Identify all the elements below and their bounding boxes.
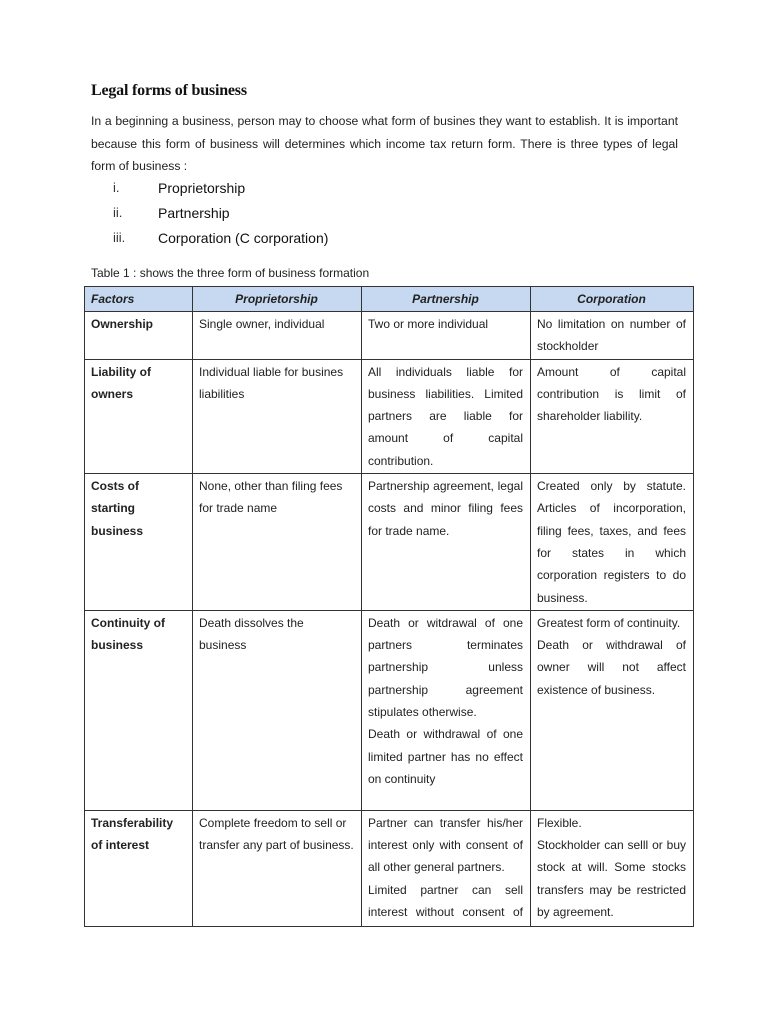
table-row [85,610,694,810]
cell-paragraph: Death or witdrawal of one partners terminates partnership unless partnership agreement stipulates otherwise. [368,615,523,720]
factor-cell: Transferability of interest [85,810,193,926]
factor-cell: Costs of starting business [85,474,193,611]
proprietorship-cell: Individual liable for busines liabilities [193,359,362,473]
table-row [85,312,694,360]
column-header-corporation: Corporation [531,287,694,312]
cell-paragraph: Stockholder can selll or buy stock at will. Some stocks transfers may be restricted by agreement. [537,838,686,920]
proprietorship-cell: None, other than filing fees for trade name [193,474,362,611]
column-header-factors: Factors [85,287,193,312]
intro-paragraph: In a beginning a business, person may to choose what form of busines they want to establish. It is important because this form of business will determines which income tax return form. There is three types of legal form of business : [91,114,678,173]
partnership-cell: All individuals liable for business liabilities. Limited partners are liable for amount of capital contribution. [362,359,531,473]
column-header-partnership: Partnership [362,287,531,312]
business-forms-list [91,178,651,253]
corporation-cell [531,810,694,926]
corporation-cell: Created only by statute. Articles of incorporation, filing fees, taxes, and fees for states in which corporation registers to do business. [531,474,694,611]
list-item-number: i. [113,180,120,195]
partnership-cell [362,610,531,810]
cell-paragraph: Flexible. [537,815,582,830]
document-title: Legal forms of business [91,82,247,99]
table-caption: Table 1 : shows the three form of business formation [91,266,370,280]
factor-cell: Continuity of business [85,610,193,810]
cell-paragraph: Greatest form of continuity. [537,615,681,630]
corporation-cell [531,610,694,810]
cell-paragraph: Death or withdrawal of owner will not affect existence of business. [537,638,686,697]
partnership-cell: Partnership agreement, legal costs and minor filing fees for trade name. [362,474,531,611]
table-row [85,810,694,926]
list-item-label: Proprietorship [158,180,246,196]
proprietorship-cell: Single owner, individual [193,312,362,360]
table-row [85,474,694,611]
list-item [91,203,651,228]
factor-cell: Liability of owners [85,359,193,473]
list-item-number: ii. [113,205,123,220]
cell-paragraph: Partner can transfer his/her interest only with consent of all other general partners. [368,815,523,875]
table-row [85,359,694,473]
corporation-cell: Amount of capital contribution is limit of shareholder liability. [531,359,694,473]
list-item-label: Partnership [158,205,230,221]
business-forms-table [84,286,694,927]
list-item-number: iii. [113,230,126,245]
list-item [91,228,651,253]
cell-paragraph: Limited partner can sell interest without consent of [368,882,523,920]
proprietorship-cell: Death dissolves the business [193,610,362,810]
list-item-label: Corporation (C corporation) [158,230,329,246]
partnership-cell [362,810,531,926]
partnership-cell: Two or more individual [362,312,531,360]
cell-paragraph: Death or withdrawal of one limited partner has no effect on continuity [368,727,523,786]
list-item [91,178,651,203]
factor-cell: Ownership [85,312,193,360]
proprietorship-cell: Complete freedom to sell or transfer any part of business. [193,810,362,926]
corporation-cell: No limitation on number of stockholder [531,312,694,360]
column-header-proprietorship: Proprietorship [193,287,362,312]
table-header-row [85,287,694,312]
